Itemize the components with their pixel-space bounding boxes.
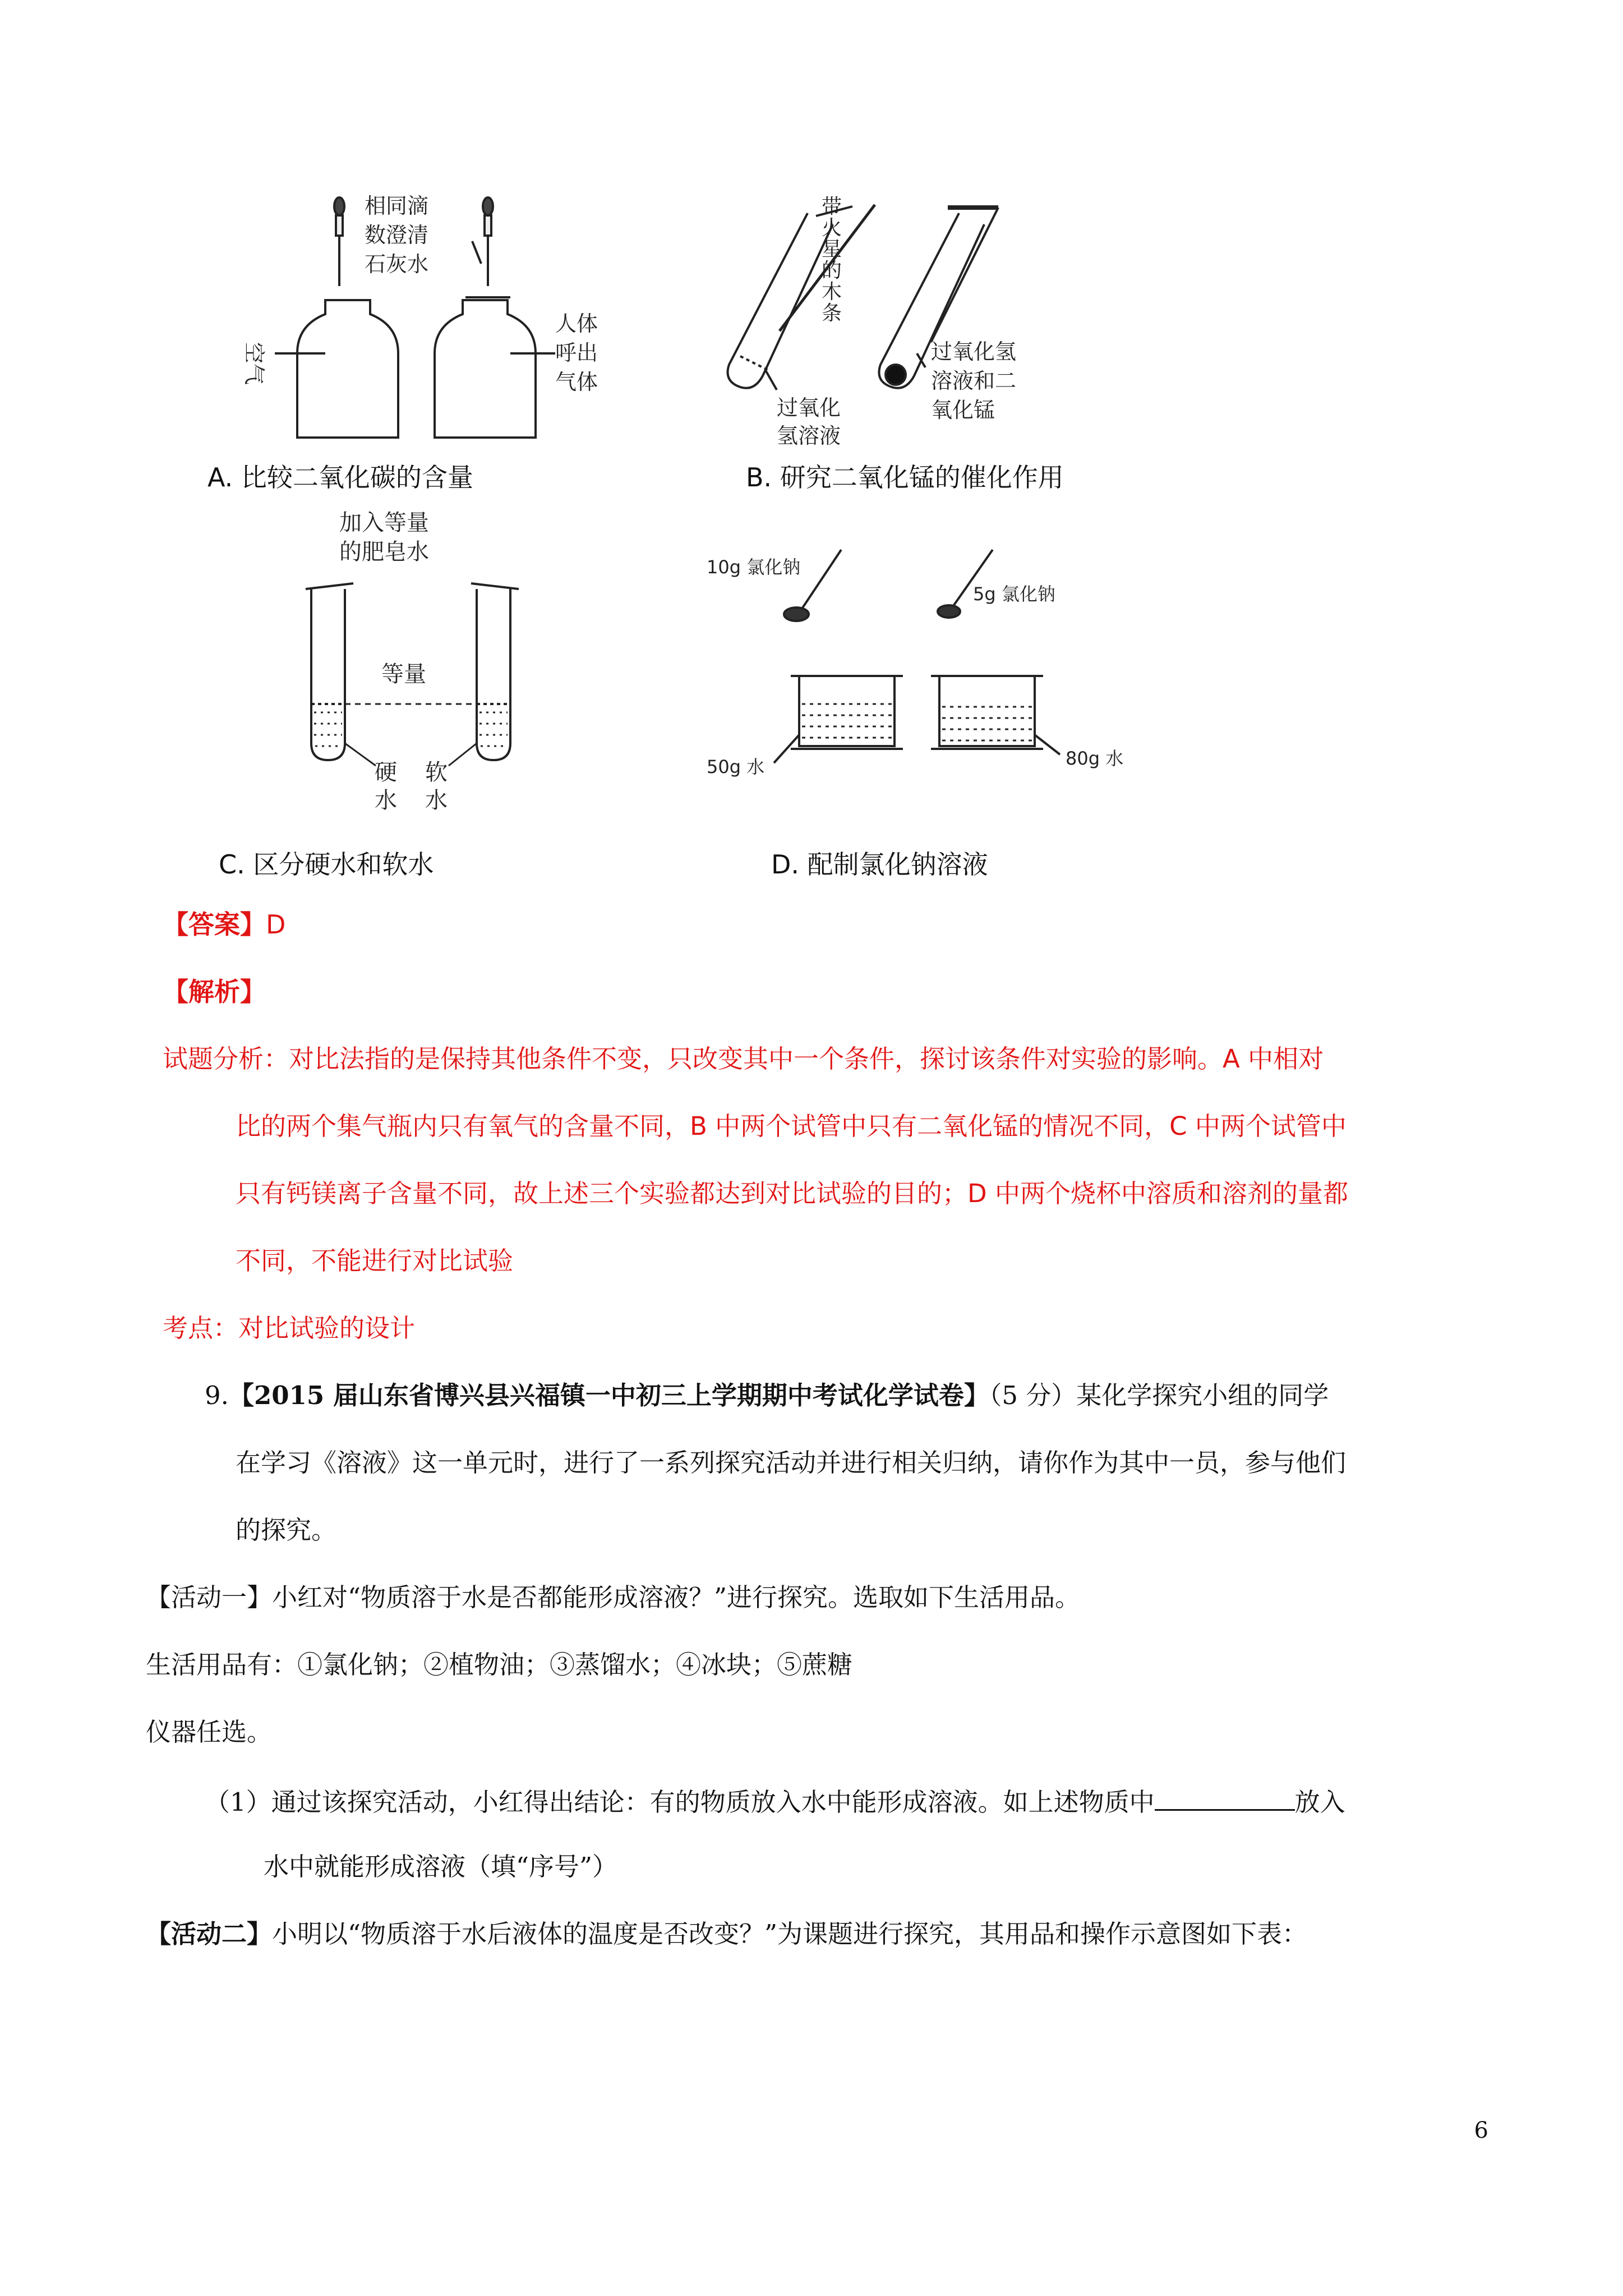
analysis-line-1: 试题分析：对比法指的是保持其他条件不变，只改变其中一个条件，探讨该条件对实验的影响。A 中相对: [163, 1044, 1324, 1074]
beaker-left-label: 50g 水: [707, 756, 765, 777]
soft-water-pointer: [449, 743, 477, 766]
dropper-label-2: 数澄清: [365, 223, 429, 247]
figure-d-drawing: [707, 539, 1155, 797]
top-label-2: 的肥皂水: [339, 539, 429, 565]
beaker-left-icon: [774, 676, 903, 763]
bottle-right-label-2: 呼出: [555, 341, 598, 365]
figure-a: [241, 191, 600, 449]
caption-a: A. 比较二氧化碳的含量: [208, 462, 473, 493]
spoon-left-label: 10g 氯化钠: [707, 556, 801, 578]
answer-blank[interactable]: [1155, 1787, 1295, 1811]
items-line: 生活用品有：①氯化钠；②植物油；③蒸馏水；④冰块；⑤蔗糖: [146, 1650, 853, 1680]
figure-b-drawing: [707, 191, 1155, 449]
sub1-text-a: （1）通过该探究活动，小红得出结论：有的物质放入水中能形成溶液。如上述物质中: [205, 1787, 1155, 1817]
bottle-left-icon: [275, 300, 398, 438]
figure-a-drawing: [241, 191, 600, 449]
page-number: 6: [1474, 2118, 1488, 2143]
q9-source: 【2015 届山东省博兴县兴福镇一中初三上学期期中考试化学试卷】: [228, 1381, 989, 1410]
sub-question-1: [205, 1787, 1345, 1815]
soft-water-label-1: 软: [425, 760, 448, 785]
analysis-line-4: 不同，不能进行对比试验: [236, 1246, 514, 1276]
analysis-label: 【解析】: [163, 977, 266, 1007]
figure-d: [707, 539, 1155, 797]
dropper-right-icon: [472, 197, 493, 286]
soft-water-label-2: 水: [425, 788, 448, 813]
equal-label: 等量: [381, 661, 426, 687]
test-tube-soft-water-icon: [471, 583, 519, 760]
bottle-left-label: 空气: [242, 342, 266, 385]
caption-d: D. 配制氯化钠溶液: [771, 849, 988, 880]
answer-line: [163, 909, 286, 940]
splint-label-3: 星: [822, 238, 842, 261]
beaker-right-label: 80g 水: [1066, 748, 1124, 769]
figure-c-drawing: [292, 508, 583, 822]
caption-b: B. 研究二氧化锰的催化作用: [746, 462, 1064, 493]
splint-label-4: 的: [822, 259, 842, 282]
tube-left-label-1: 过氧化: [777, 395, 841, 420]
figure-b: [707, 191, 1155, 449]
test-tube-hard-water-icon: [306, 583, 353, 760]
hard-water-pointer: [345, 743, 376, 766]
q9-line-3: 的探究。: [236, 1515, 337, 1545]
tube-right-label-2: 溶液和二: [931, 369, 1017, 393]
q9-line-2: 在学习《溶液》这一单元时，进行了一系列探究活动并进行相关归纳，请你作为其中一员，参与他们: [236, 1448, 1347, 1478]
q9-number: 9.: [205, 1381, 229, 1410]
bottle-right-label-3: 气体: [555, 370, 598, 394]
dropper-label-3: 石灰水: [365, 252, 429, 277]
activity-2-label: 【活动二】: [146, 1919, 273, 1949]
hard-water-label-2: 水: [375, 788, 397, 813]
tube-right-label-3: 氧化锰: [931, 398, 995, 422]
dropper-label-1: 相同滴: [365, 194, 429, 218]
dropper-left-icon: [334, 197, 344, 286]
spoon-right-label: 5g 氯化钠: [973, 583, 1055, 605]
bottle-right-label-1: 人体: [555, 311, 598, 336]
q9-score-text: （5 分）某化学探究小组的同学: [989, 1381, 1329, 1410]
kaodian-line: 考点：对比试验的设计: [163, 1313, 416, 1343]
activity-2: [146, 1921, 1307, 1947]
activity-2-text: 小明以“物质溶于水后液体的温度是否改变？”为课题进行探究，其用品和操作示意图如下表：: [272, 1919, 1308, 1949]
splint-label-2: 火: [822, 217, 842, 240]
q9-line-1: [205, 1383, 1329, 1408]
tube-right-label-1: 过氧化氢: [931, 339, 1017, 364]
splint-label-1: 带: [822, 195, 842, 218]
analysis-line-2: 比的两个集气瓶内只有氧气的含量不同，B 中两个试管中只有二氧化锰的情况不同，C 中两个试管中: [236, 1111, 1347, 1141]
top-label-1: 加入等量: [339, 510, 429, 536]
answer-value: D: [266, 909, 286, 940]
caption-c: C. 区分硬水和软水: [219, 849, 434, 880]
activity-1: 【活动一】小红对“物质溶于水是否都能形成溶液？”进行探究。选取如下生活用品。: [146, 1582, 1081, 1612]
beaker-right-icon: [931, 676, 1060, 754]
instruments-line: 仪器任选。: [146, 1717, 273, 1747]
sub1-text-b: 放入: [1294, 1787, 1345, 1817]
figure-c: [292, 508, 583, 822]
hard-water-label-1: 硬: [375, 760, 397, 785]
splint-label-6: 条: [822, 302, 842, 325]
analysis-line-3: 只有钙镁离子含量不同，故上述三个实验都达到对比试验的目的；D 中两个烧杯中溶质和溶剂的量都: [236, 1179, 1348, 1208]
bottle-right-icon: [435, 297, 555, 438]
tube-left-label-2: 氢溶液: [777, 424, 841, 448]
answer-label: 【答案】: [163, 909, 266, 940]
splint-label-5: 木: [822, 280, 842, 303]
sub-question-1-cont: 水中就能形成溶液（填“序号”）: [264, 1852, 618, 1881]
